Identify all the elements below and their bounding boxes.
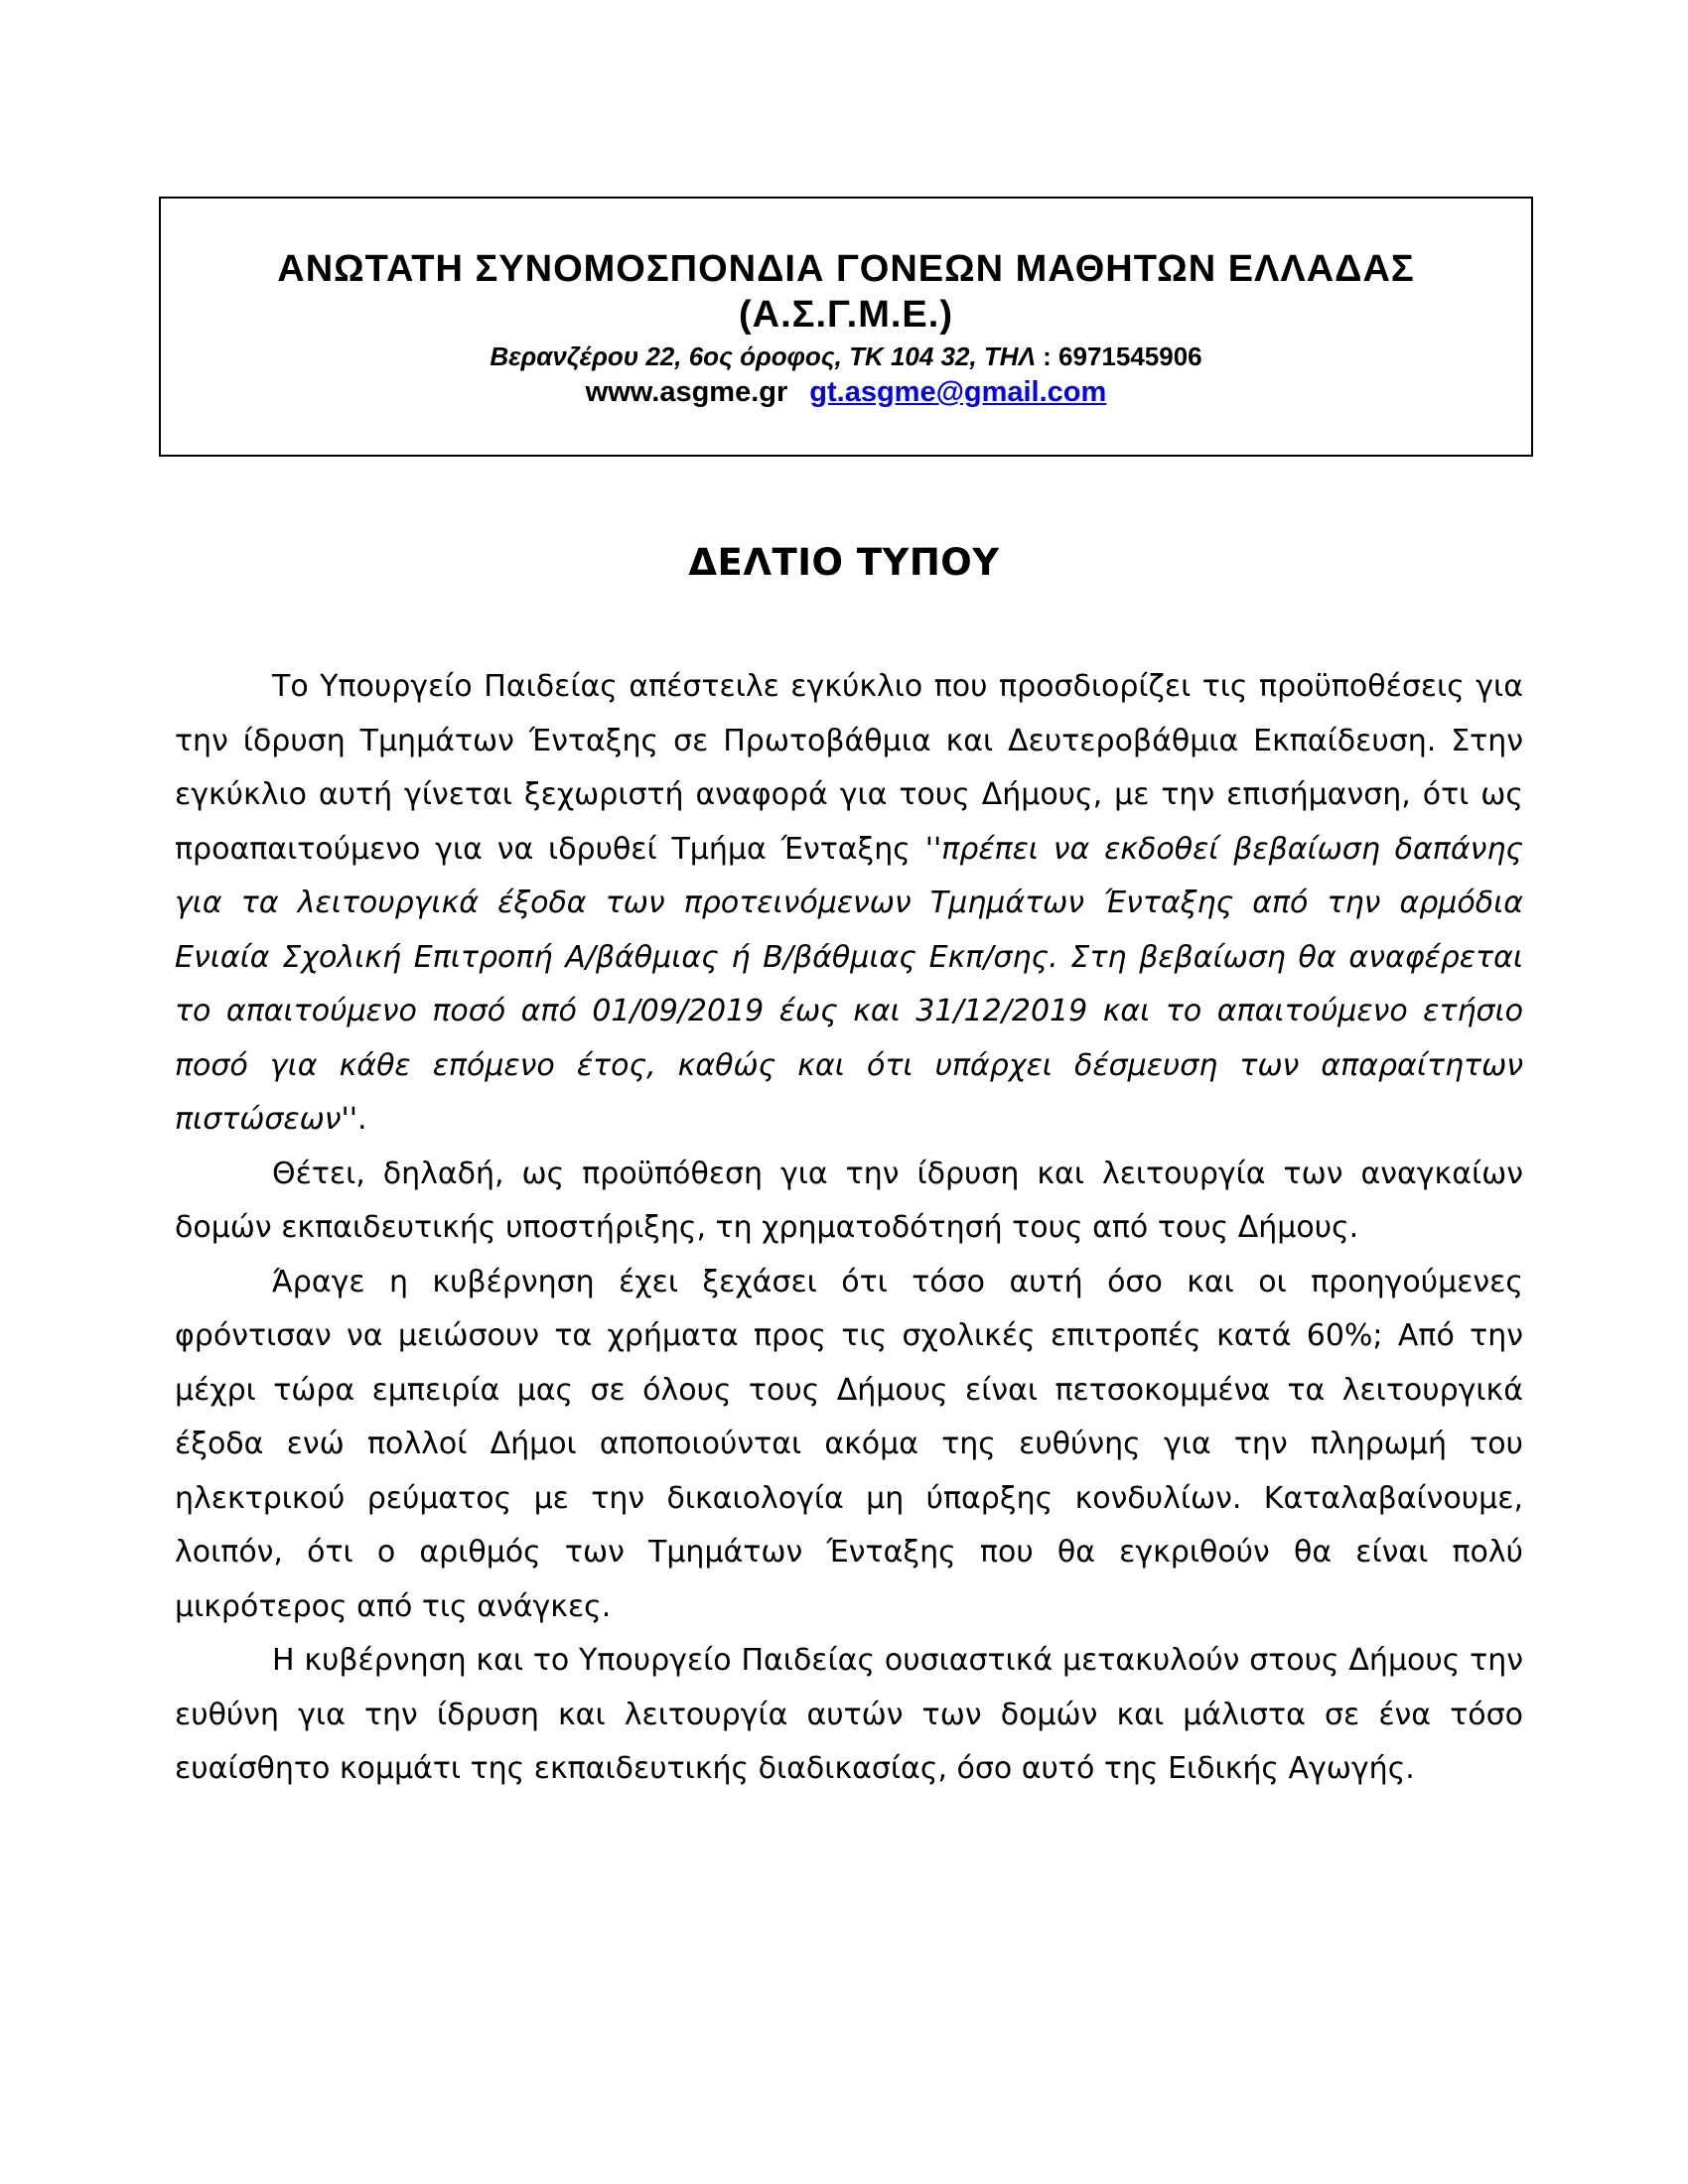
organization-address: Βερανζέρου 22, 6ος όροφος, ΤΚ 104 32, ΤΗΛ [490, 341, 1036, 371]
organization-email-link[interactable]: gt.asgme@gmail.com [809, 376, 1107, 408]
paragraph-4: Η κυβέρνηση και το Υπουργείο Παιδείας ουσιαστικά μετακυλούν στους Δήμους την ευθύνη για την ίδρυση και λειτουργία αυτών των δομών και μάλιστα σε ένα τόσο ευαίσθητο κομμάτι της εκπαιδευτικής διαδικασίας, όσο αυτό της Ειδικής Αγωγής. [175, 1643, 1523, 1786]
paragraph-1-end: ''. [341, 1102, 367, 1137]
organization-name: ΑΝΩΤΑΤΗ ΣΥΝΟΜΟΣΠΟΝΔΙΑ ΓΟΝΕΩΝ ΜΑΘΗΤΩΝ ΕΛΛΑΔΑΣ [277, 248, 1415, 290]
document-body [175, 660, 1523, 1797]
letterhead-box [159, 197, 1533, 457]
organization-website: www.asgme.gr [585, 376, 788, 408]
organization-abbreviation: (Α.Σ.Γ.Μ.Ε.) [738, 294, 953, 336]
document-title: ΔΕΛΤΙΟ ΤΥΠΟΥ [688, 541, 1000, 584]
organization-phone: : 6971545906 [1035, 341, 1202, 371]
paragraph-2: Θέτει, δηλαδή, ως προϋπόθεση για την ίδρυση και λειτουργία των αναγκαίων δομών εκπαιδευτικής υποστήριξης, τη χρηματοδότησή τους από τους Δήμους. [175, 1156, 1523, 1245]
paragraph-1-intro: Το Υπουργείο Παιδείας απέστειλε εγκύκλιο που προσδιορίζει τις προϋποθέσεις για την ίδρυση Τμημάτων Ένταξης σε Πρωτοβάθμια και Δευτεροβάθμια Εκπαίδευση. Στην εγκύκλιο αυτή γίνεται ξεχωριστή αναφορά για τους Δήμους, με την επισήμανση, ότι ως προαπαιτούμενο για να ιδρυθεί Τμήμα Ένταξης [175, 669, 1523, 867]
paragraph-3: Άραγε η κυβέρνηση έχει ξεχάσει ότι τόσο αυτή όσο και οι προηγούμενες φρόντισαν να μειώσουν τα χρήματα προς τις σχολικές επιτροπές κατά 60%; Από την μέχρι τώρα εμπειρία μας σε όλους τους Δήμους είναι πετσοκομμένα τα λειτουργικά έξοδα ενώ πολλοί Δήμοι αποποιούνται ακόμα της ευθύνης για την πληρωμή του ηλεκτρικού ρεύματος με την δικαιολογία μη ύπαρξης κονδυλίων. Καταλαβαίνουμε, λοιπόν, ότι ο αριθμός των Τμημάτων Ένταξης που θα εγκριθούν θα είναι πολύ μικρότερος από τις ανάγκες. [175, 1264, 1523, 1624]
paragraph-1 [175, 660, 1523, 1148]
organization-address-line [161, 340, 1531, 373]
organization-contact-line [161, 373, 1531, 411]
paragraph-1-quote: ''πρέπει να εκδοθεί βεβαίωση δαπάνης για τα λειτουργικά έξοδα των προτεινόμενων Τμημάτων Ένταξης από την αρμόδια Ενιαία Σχολική Επιτροπή Α/βάθμιας ή Β/βάθμιας Εκπ/σης. Στη βεβαίωση θα αναφέρεται το απαιτούμενο ποσό από 01/09/2019 έως και 31/12/2019 και το απαιτούμενο ετήσιο ποσό για κάθε επόμενο έτος, καθώς και ότι υπάρχει δέσμευση των απαραίτητων πιστώσεων [175, 831, 1523, 1137]
